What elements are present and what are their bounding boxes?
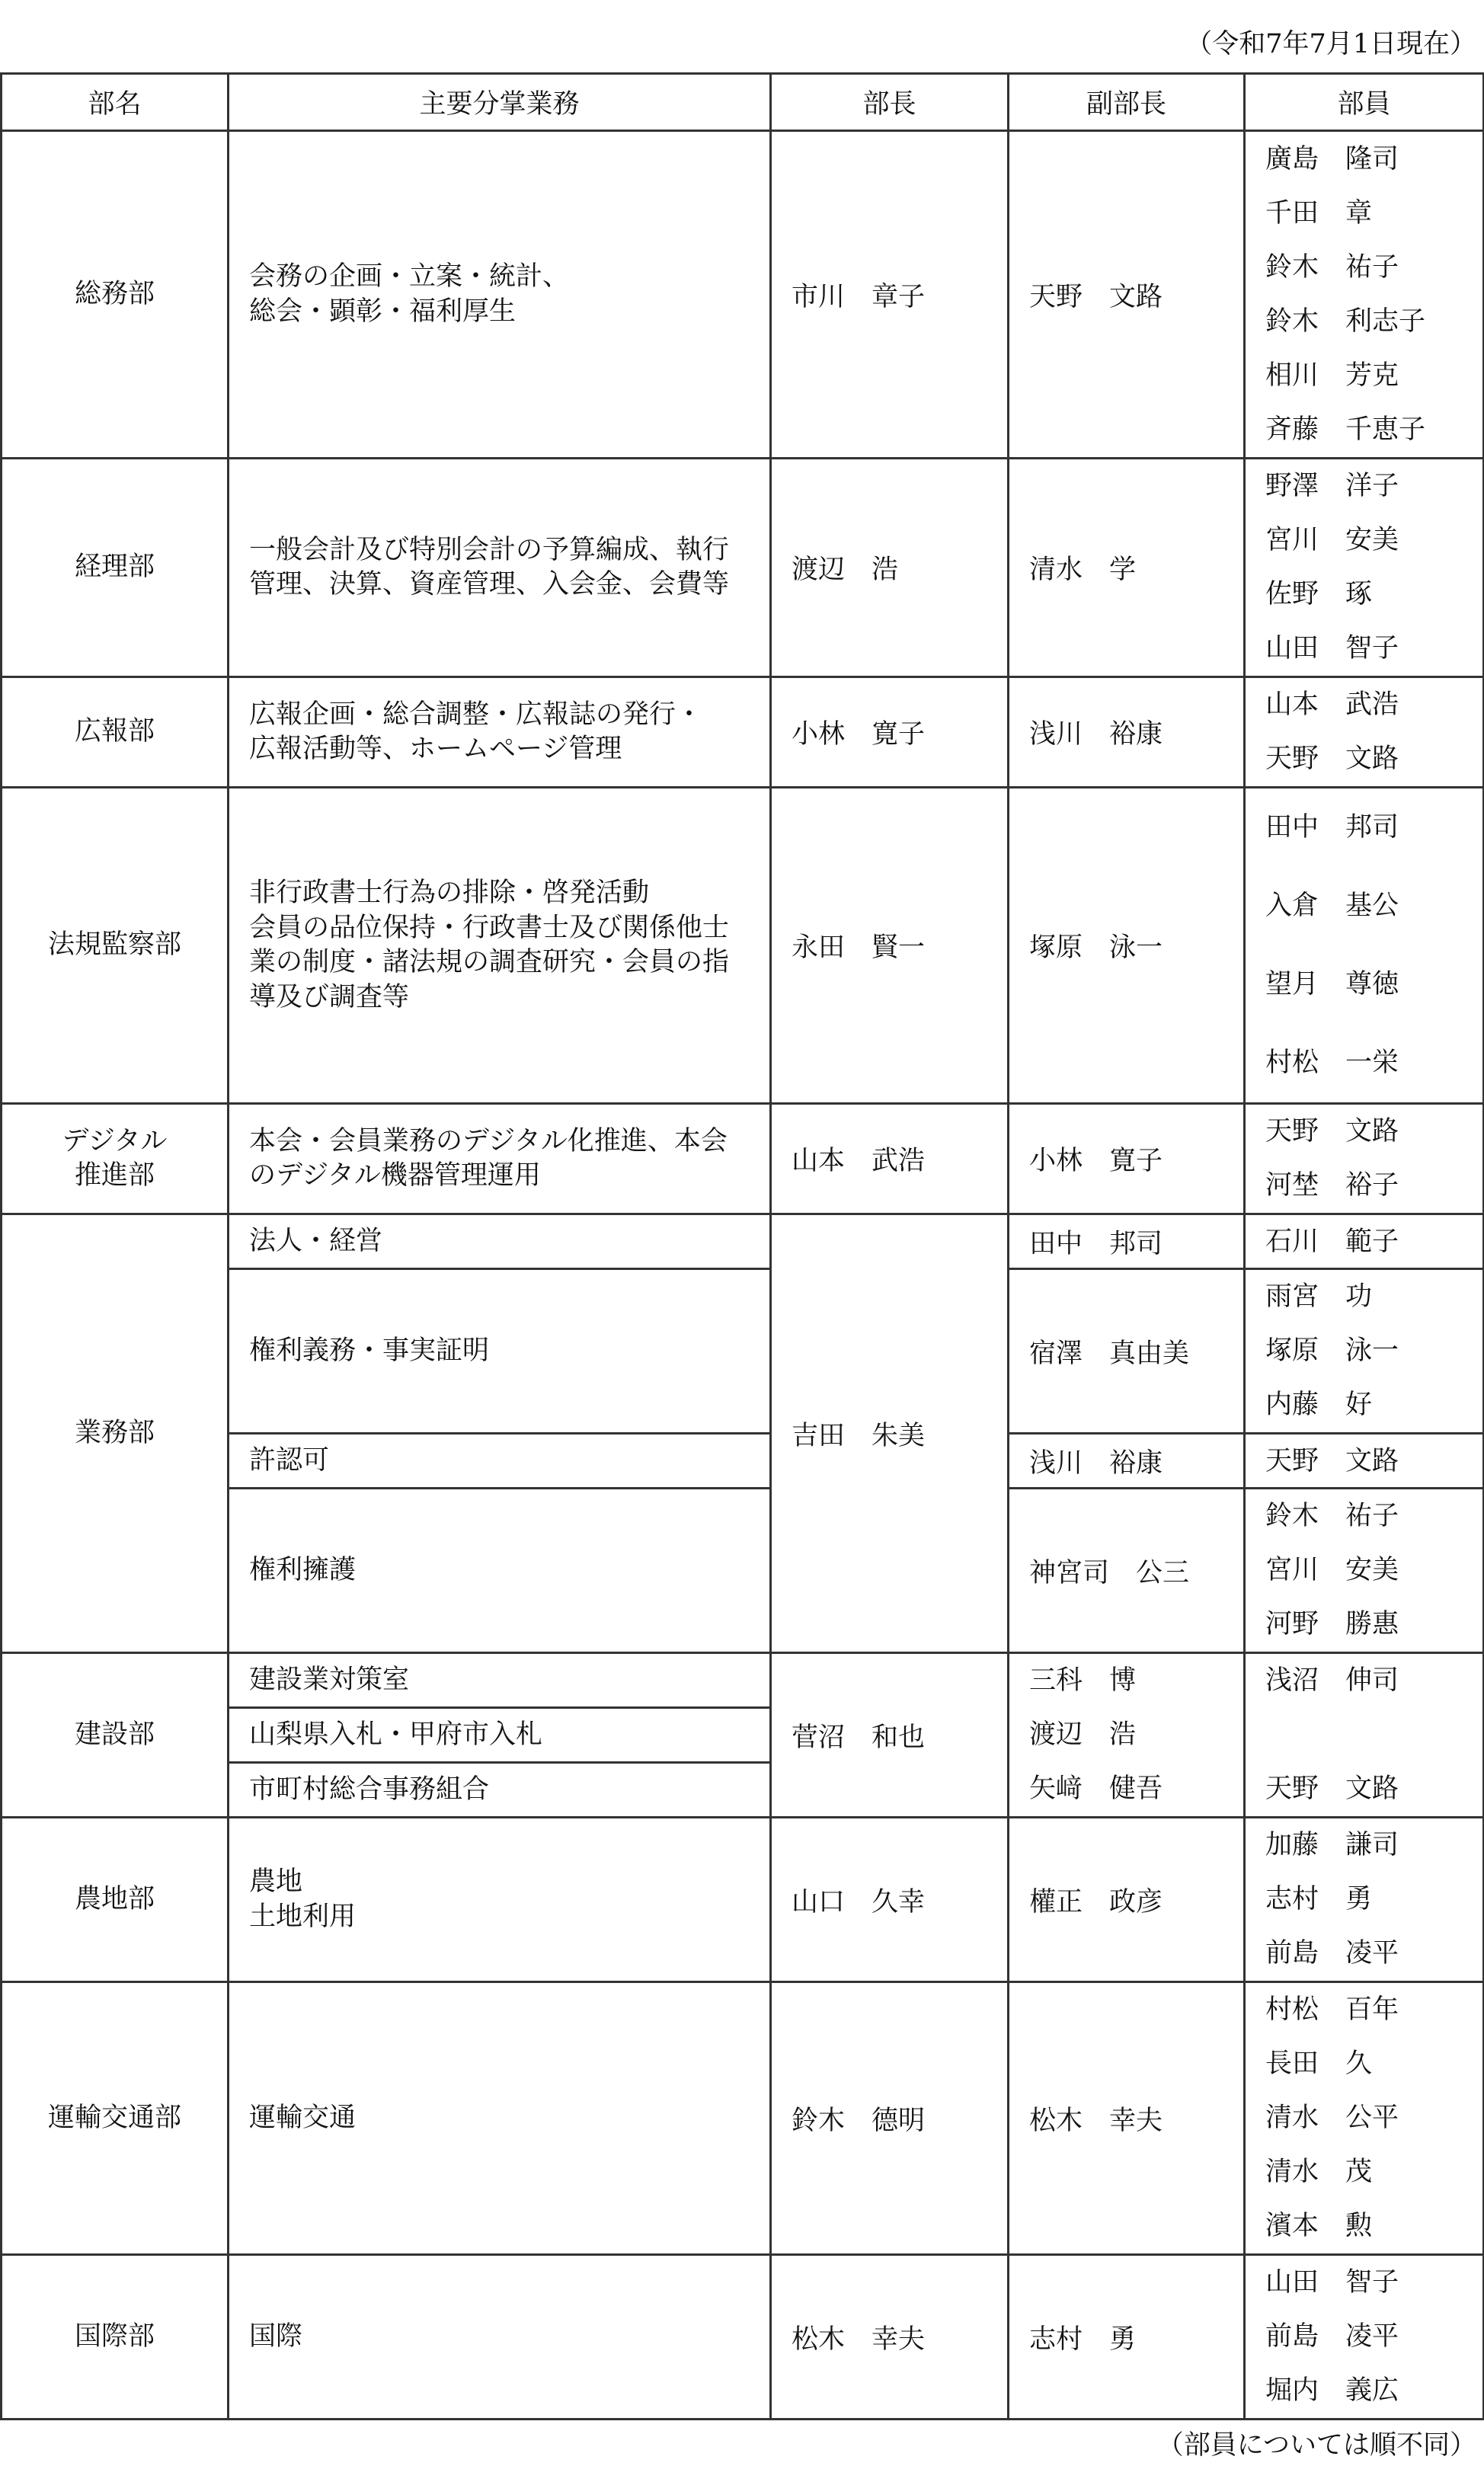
dept-chief: 市川 章子 bbox=[771, 131, 1009, 459]
header-members: 部員 bbox=[1245, 74, 1484, 131]
dept-vice: 天野 文路 bbox=[1009, 131, 1245, 459]
committee-table bbox=[0, 72, 1484, 2420]
dept-chief: 吉田 朱美 bbox=[771, 1214, 1009, 1653]
member: 田中 邦司 bbox=[1265, 812, 1399, 843]
header-row bbox=[2, 74, 1484, 131]
member: 天野 文路 bbox=[1265, 744, 1399, 774]
dept-chief: 山口 久幸 bbox=[771, 1818, 1009, 1982]
member: 宮川 安美 bbox=[1265, 1555, 1399, 1585]
member: 堀内 義広 bbox=[1265, 2375, 1399, 2406]
member: 千田 章 bbox=[1265, 197, 1373, 229]
member: 村松 一栄 bbox=[1265, 1047, 1399, 1078]
member: 相川 芳克 bbox=[1265, 360, 1399, 391]
member: 塚原 泳一 bbox=[1265, 1335, 1399, 1366]
dept-vice: 清水 学 bbox=[1009, 459, 1245, 677]
dept-row bbox=[2, 1104, 1484, 1214]
sub-duty: 山梨県入札・甲府市入札 bbox=[229, 1708, 771, 1763]
dept-name: 農地部 bbox=[2, 1818, 229, 1982]
dept-members bbox=[1245, 788, 1484, 1104]
member: 宮川 安美 bbox=[1265, 525, 1399, 555]
sub-vice: 宿澤 真由美 bbox=[1009, 1269, 1245, 1434]
member: 山本 武浩 bbox=[1265, 689, 1399, 720]
member: 斉藤 千恵子 bbox=[1265, 414, 1426, 445]
member: 内藤 好 bbox=[1265, 1390, 1373, 1420]
dept-duties: 国際 bbox=[229, 2255, 771, 2420]
sub-members bbox=[1245, 1434, 1484, 1489]
sub-duty: 建設業対策室 bbox=[229, 1653, 771, 1708]
dept-name: 法規監察部 bbox=[2, 788, 229, 1104]
member: 志村 勇 bbox=[1265, 1884, 1373, 1914]
member: 野澤 洋子 bbox=[1265, 471, 1399, 501]
vice: 矢﨑 健吾 bbox=[1029, 1774, 1163, 1804]
member: 鈴木 祐子 bbox=[1265, 251, 1399, 283]
header-duties: 主要分掌業務 bbox=[229, 74, 771, 131]
member: 清水 茂 bbox=[1265, 2157, 1373, 2187]
member: 村松 百年 bbox=[1265, 1994, 1399, 2025]
dept-duties: 運輸交通 bbox=[229, 1982, 771, 2255]
dept-name: 経理部 bbox=[2, 459, 229, 677]
member: 佐野 琢 bbox=[1265, 579, 1373, 609]
dept-name: 国際部 bbox=[2, 2255, 229, 2420]
member: 加藤 謙司 bbox=[1265, 1830, 1399, 1860]
dept-name: デジタル 推進部 bbox=[2, 1104, 229, 1214]
dept-vice: 志村 勇 bbox=[1009, 2255, 1245, 2420]
vice: 渡辺 浩 bbox=[1029, 1719, 1137, 1750]
sub-members bbox=[1245, 1269, 1484, 1434]
dept-row bbox=[2, 1818, 1484, 1982]
sub-duty: 権利擁護 bbox=[229, 1489, 771, 1653]
dept-row bbox=[2, 788, 1484, 1104]
dept-vice: 塚原 泳一 bbox=[1009, 788, 1245, 1104]
dept-chief: 菅沼 和也 bbox=[771, 1653, 1009, 1818]
header-department: 部名 bbox=[2, 74, 229, 131]
dept-duties: 会務の企画・立案・統計、 総会・顕彰・福利厚生 bbox=[229, 131, 771, 459]
dept-members bbox=[1245, 1653, 1484, 1818]
dept-members bbox=[1245, 677, 1484, 788]
date-note: （令和7年7月1日現在） bbox=[1185, 29, 1476, 59]
dept-name: 運輸交通部 bbox=[2, 1982, 229, 2255]
sub-duty: 市町村総合事務組合 bbox=[229, 1763, 771, 1818]
member: 河埜 裕子 bbox=[1265, 1170, 1399, 1201]
member: 鈴木 利志子 bbox=[1265, 305, 1426, 337]
member: 山田 智子 bbox=[1265, 2267, 1399, 2298]
footer-note: （部員については順不同） bbox=[1156, 2430, 1476, 2461]
sub-vice: 神宮司 公三 bbox=[1009, 1489, 1245, 1653]
dept-row bbox=[2, 2255, 1484, 2420]
dept-vice: 小林 寛子 bbox=[1009, 1104, 1245, 1214]
dept-vice-list bbox=[1009, 1653, 1245, 1818]
dept-name: 業務部 bbox=[2, 1214, 229, 1653]
member: 天野 文路 bbox=[1265, 1445, 1399, 1476]
dept-duties: 一般会計及び特別会計の予算編成、執行 管理、決算、資産管理、入会金、会費等 bbox=[229, 459, 771, 677]
dept-chief: 永田 賢一 bbox=[771, 788, 1009, 1104]
dept-chief: 山本 武浩 bbox=[771, 1104, 1009, 1214]
header-vice-chief: 副部長 bbox=[1009, 74, 1245, 131]
member: 山田 智子 bbox=[1265, 633, 1399, 664]
dept-members bbox=[1245, 1104, 1484, 1214]
dept-duties: 非行政書士行為の排除・啓発活動 会員の品位保持・行政書士及び関係他士 業の制度・諸法規の調査研究・会員の指 導及び調査等 bbox=[229, 788, 771, 1104]
dept-name: 建設部 bbox=[2, 1653, 229, 1818]
dept-members bbox=[1245, 459, 1484, 677]
dept-name: 広報部 bbox=[2, 677, 229, 788]
sub-members bbox=[1245, 1489, 1484, 1653]
sub-duty: 許認可 bbox=[229, 1434, 771, 1489]
member: 廣島 隆司 bbox=[1265, 143, 1399, 174]
member: 天野 文路 bbox=[1265, 1116, 1399, 1147]
member bbox=[1265, 1708, 1482, 1762]
dept-duties: 農地 土地利用 bbox=[229, 1818, 771, 1982]
member: 入倉 基公 bbox=[1265, 891, 1399, 921]
member: 前島 凌平 bbox=[1265, 1938, 1399, 1969]
member: 長田 久 bbox=[1265, 2049, 1373, 2079]
dept-subrow bbox=[2, 1214, 1484, 1269]
dept-subrow bbox=[2, 1653, 1484, 1708]
dept-members bbox=[1245, 2255, 1484, 2420]
member: 石川 範子 bbox=[1265, 1226, 1399, 1257]
dept-duties: 本会・会員業務のデジタル化推進、本会 のデジタル機器管理運用 bbox=[229, 1104, 771, 1214]
dept-members bbox=[1245, 1818, 1484, 1982]
vice: 三科 博 bbox=[1029, 1665, 1137, 1696]
sub-members bbox=[1245, 1214, 1484, 1269]
sub-vice: 浅川 裕康 bbox=[1009, 1434, 1245, 1489]
dept-chief: 松木 幸夫 bbox=[771, 2255, 1009, 2420]
dept-row bbox=[2, 459, 1484, 677]
dept-duties: 広報企画・総合調整・広報誌の発行・ 広報活動等、ホームページ管理 bbox=[229, 677, 771, 788]
dept-members bbox=[1245, 1982, 1484, 2255]
dept-vice: 權正 政彦 bbox=[1009, 1818, 1245, 1982]
sub-duty: 権利義務・事実証明 bbox=[229, 1269, 771, 1434]
member: 望月 尊徳 bbox=[1265, 969, 1399, 1000]
dept-chief: 小林 寛子 bbox=[771, 677, 1009, 788]
member: 濱本 勲 bbox=[1265, 2211, 1373, 2241]
dept-vice: 浅川 裕康 bbox=[1009, 677, 1245, 788]
member: 天野 文路 bbox=[1265, 1774, 1399, 1804]
member: 清水 公平 bbox=[1265, 2103, 1399, 2133]
dept-vice: 松木 幸夫 bbox=[1009, 1982, 1245, 2255]
dept-chief: 鈴木 德明 bbox=[771, 1982, 1009, 2255]
dept-row bbox=[2, 677, 1484, 788]
sub-duty: 法人・経営 bbox=[229, 1214, 771, 1269]
dept-row bbox=[2, 131, 1484, 459]
member: 雨宮 功 bbox=[1265, 1281, 1373, 1312]
member: 鈴木 祐子 bbox=[1265, 1501, 1399, 1531]
dept-name: 総務部 bbox=[2, 131, 229, 459]
header-chief: 部長 bbox=[771, 74, 1009, 131]
dept-chief: 渡辺 浩 bbox=[771, 459, 1009, 677]
sub-vice: 田中 邦司 bbox=[1009, 1214, 1245, 1269]
member: 浅沼 伸司 bbox=[1265, 1665, 1399, 1696]
dept-row bbox=[2, 1982, 1484, 2255]
dept-members bbox=[1245, 131, 1484, 459]
member: 前島 凌平 bbox=[1265, 2321, 1399, 2352]
member: 河野 勝惠 bbox=[1265, 1609, 1399, 1639]
